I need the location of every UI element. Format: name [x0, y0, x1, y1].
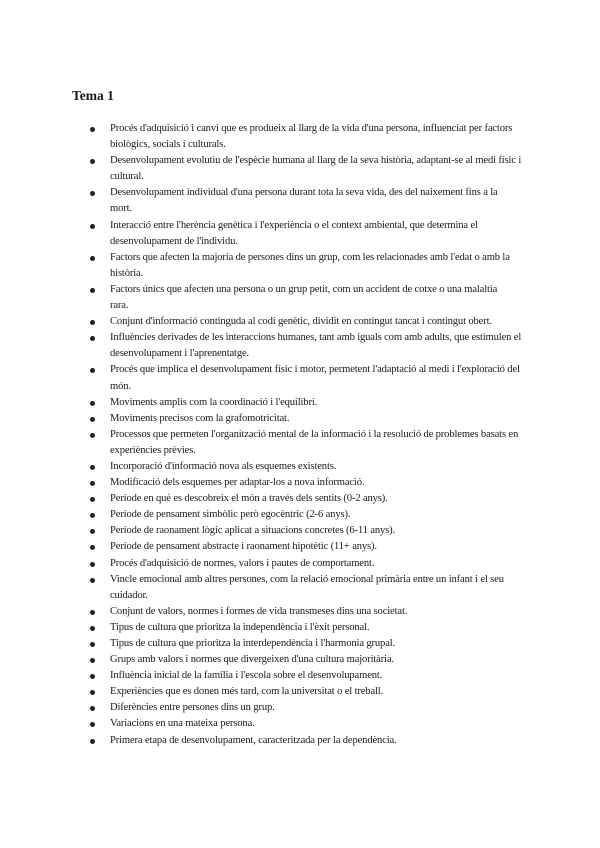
list-item-text: Tipus de cultura que prioritza la independència i l'èxit personal. [110, 621, 370, 633]
list-item-text: cuidador. [110, 589, 148, 601]
bullet-icon [90, 545, 95, 550]
list-item [0, 411, 600, 427]
list-item-text: Període en què es descobreix el món a través dels sentits (0-2 anys). [110, 493, 388, 505]
list-item [0, 556, 600, 572]
list-item-text: desenvolupament de l'individu. [110, 235, 238, 247]
list-item-text: Experiències que es donen més tard, com la universitat o el treball. [110, 686, 384, 698]
list-item-text: Influència inicial de la família i l'escola sobre el desenvolupament. [110, 670, 383, 682]
bullet-icon [90, 433, 95, 438]
list-item [0, 395, 600, 411]
list-item [0, 684, 600, 700]
bullet-icon [90, 368, 95, 373]
bullet-icon [90, 739, 95, 744]
bullet-icon [90, 610, 95, 615]
list-item-text: Grups amb valors i normes que divergeixen d'una cultura majoritària. [110, 654, 394, 666]
list-item [0, 604, 600, 620]
bullet-icon [90, 497, 95, 502]
list-item [0, 475, 600, 491]
list-item-text: cultural. [110, 171, 144, 183]
list-item [0, 507, 600, 523]
bullet-icon [90, 256, 95, 261]
list-item [0, 620, 600, 636]
list-item-text: Moviments precisos com la grafomotricitat. [110, 412, 290, 424]
list-item [0, 427, 600, 459]
bullet-icon [90, 127, 95, 132]
bullet-icon [90, 642, 95, 647]
list-item-text: mort. [110, 203, 132, 215]
list-item [0, 459, 600, 475]
list-item [0, 733, 600, 749]
list-item [0, 153, 600, 185]
list-item-text: Desenvolupament individual d'una persona durant tota la seva vida, des del naixement fins a la [110, 187, 498, 199]
list-item-text: Conjunt de valors, normes i formes de vida transmeses dins una societat. [110, 605, 408, 617]
list-item [0, 572, 600, 604]
list-item-text: Període de pensament simbòlic però egocèntric (2-6 anys). [110, 509, 351, 521]
bullet-icon [90, 336, 95, 341]
list-item [0, 523, 600, 539]
bullet-icon [90, 674, 95, 679]
list-item [0, 539, 600, 555]
list-item [0, 362, 600, 394]
list-item-text: Influències derivades de les interaccions humanes, tant amb iguals com amb adults, que estimulen el [110, 332, 522, 344]
bullet-icon [90, 626, 95, 631]
list-item [0, 282, 600, 314]
list-item-text: Primera etapa de desenvolupament, caracteritzada per la dependència. [110, 734, 397, 746]
list-item-text: Període de raonament lògic aplicat a situacions concretes (6-11 anys). [110, 525, 396, 537]
bullet-icon [90, 159, 95, 164]
list-item [0, 314, 600, 330]
list-item-text: Diferències entre persones dins un grup. [110, 702, 275, 714]
list-item-text: Procés d'adquisició i canvi que es produeix al llarg de la vida d'una persona, influenciat per factors [110, 123, 513, 134]
bullet-icon [90, 481, 95, 486]
list-item-text: Factors que afecten la majoria de persones dins un grup, com les relacionades amb l'edat o amb la [110, 251, 510, 263]
list-item-text: Període de pensament abstracte i raonament hipotètic (11+ anys). [110, 541, 377, 553]
list-item [0, 668, 600, 684]
list-item-text: història. [110, 267, 144, 279]
list-item-text: Conjunt d'informació continguda al codi genètic, dividit en contingut tancat i contingut obert. [110, 316, 492, 328]
list-item-text: Moviments amplis com la coordinació i l'equilibri. [110, 396, 318, 408]
list-item-text: experiències prèvies. [110, 444, 196, 456]
list-item [0, 121, 600, 153]
list-item-text: Incorporació d'informació nova als esquemes existents. [110, 460, 337, 472]
list-item [0, 652, 600, 668]
list-item-text: Vincle emocional amb altres persones, com la relació emocional primària entre un infant i el seu [110, 573, 504, 585]
list-item-text: Interacció entre l'herència genètica i l'experiència o el context ambiental, que determina el [110, 219, 478, 231]
bullet-icon [90, 706, 95, 711]
list-item-text: Tipus de cultura que prioritza la interdependència i l'harmonia grupal. [110, 638, 396, 649]
list-item-text: Factors únics que afecten una persona o un grup petit, com un accident de cotxe o una malaltia [110, 283, 498, 295]
bullet-icon [90, 401, 95, 406]
list-item-text: Variacions en una mateixa persona. [110, 718, 255, 730]
list-item [0, 330, 600, 362]
list-item [0, 636, 600, 652]
list-item [0, 716, 600, 732]
list-item-text: Processos que permeten l'organització mental de la informació i la resolució de problemes basats en [110, 428, 519, 440]
document-title: Tema 1 [72, 88, 114, 103]
list-item-text: rara. [110, 300, 129, 312]
list-item-text: Modificació dels esquemes per adaptar-los a nova informació. [110, 477, 365, 489]
bullet-icon [90, 690, 95, 695]
list-item [0, 185, 600, 217]
bullet-icon [90, 465, 95, 470]
list-item-text: Procés que implica el desenvolupament físic i motor, permetent l'adaptació al medi i l'exploració del [110, 364, 520, 376]
bullet-icon [90, 578, 95, 583]
bullet-icon [90, 417, 95, 422]
list-item-text: desenvolupament i l'aprenentatge. [110, 348, 250, 360]
list-item [0, 250, 600, 282]
bullet-icon [90, 513, 95, 518]
list-item-text: món. [110, 380, 131, 392]
list-item [0, 491, 600, 507]
bullet-icon [90, 658, 95, 663]
list-item-text: biològics, socials i culturals. [110, 139, 226, 151]
bullet-icon [90, 722, 95, 727]
bullet-icon [90, 191, 95, 196]
bullet-icon [90, 529, 95, 534]
list-item-text: Procés d'adquisició de normes, valors i pautes de comportament. [110, 557, 375, 569]
list-item [0, 700, 600, 716]
bullet-icon [90, 224, 95, 229]
bullet-icon [90, 288, 95, 293]
list-item [0, 218, 600, 250]
bullet-list [0, 121, 600, 749]
bullet-icon [90, 562, 95, 567]
list-item-text: Desenvolupament evolutiu de l'espècie humana al llarg de la seva història, adaptant-se al medi físic i [110, 155, 522, 167]
bullet-icon [90, 320, 95, 325]
